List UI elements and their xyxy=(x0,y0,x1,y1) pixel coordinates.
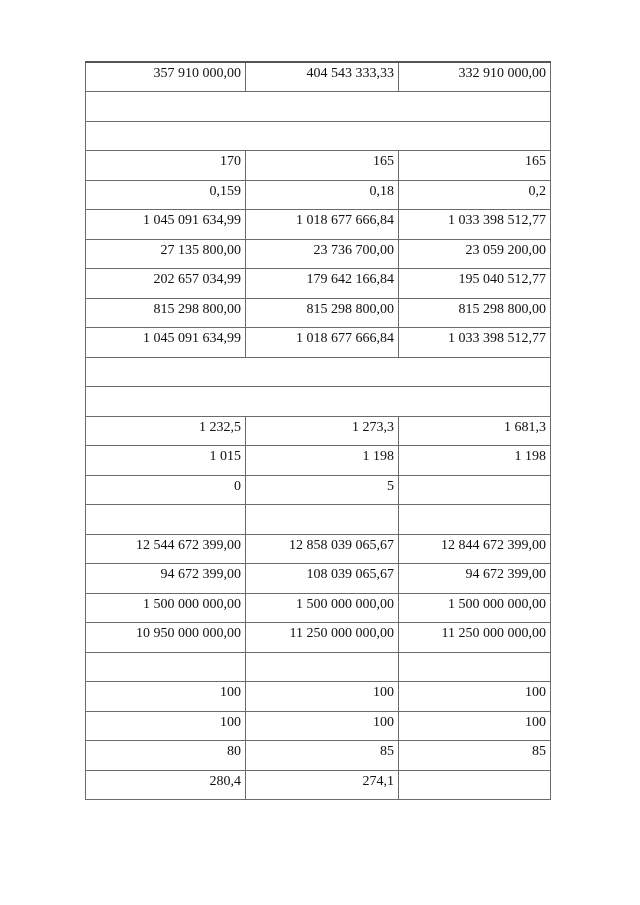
cell-value: 1 045 091 634,99 xyxy=(143,213,241,228)
empty-cell xyxy=(246,652,399,682)
table-row xyxy=(86,770,551,800)
table-row xyxy=(86,151,551,181)
value-cell xyxy=(399,711,551,741)
value-cell xyxy=(399,416,551,446)
value-cell xyxy=(399,564,551,594)
value-cell xyxy=(246,416,399,446)
cell-value: 85 xyxy=(380,744,394,759)
cell-value: 100 xyxy=(373,714,394,730)
cell-value: 94 672 399,00 xyxy=(160,567,241,582)
value-cell xyxy=(399,62,551,92)
value-cell xyxy=(86,298,246,328)
table-row xyxy=(86,711,551,741)
value-cell xyxy=(399,534,551,564)
cell-value: 12 844 672 399,00 xyxy=(441,537,546,553)
cell-value: 27 135 800,00 xyxy=(160,242,241,258)
cell-value: 0,159 xyxy=(209,183,241,199)
cell-value: 179 642 166,84 xyxy=(306,272,394,287)
cell-value: 357 910 000,00 xyxy=(153,66,241,81)
table-row xyxy=(86,623,551,653)
cell-value: 1 018 677 666,84 xyxy=(296,213,394,228)
value-cell xyxy=(399,269,551,299)
cell-value: 170 xyxy=(220,154,241,169)
value-cell xyxy=(86,210,246,240)
empty-cell xyxy=(399,505,551,535)
table-row xyxy=(86,357,551,387)
value-cell xyxy=(246,328,399,358)
value-cell xyxy=(86,682,246,712)
value-cell xyxy=(86,593,246,623)
value-cell xyxy=(246,239,399,269)
cell-value: 5 xyxy=(387,478,394,494)
table-row xyxy=(86,416,551,446)
table-row xyxy=(86,239,551,269)
cell-value: 100 xyxy=(220,685,241,700)
values-table xyxy=(85,61,551,800)
value-cell xyxy=(86,711,246,741)
value-cell xyxy=(86,416,246,446)
cell-value: 195 040 512,77 xyxy=(458,272,546,287)
value-cell xyxy=(399,210,551,240)
value-cell xyxy=(399,593,551,623)
cell-value: 165 xyxy=(373,154,394,169)
cell-value: 1 198 xyxy=(514,449,546,464)
value-cell xyxy=(86,564,246,594)
value-cell xyxy=(246,62,399,92)
value-cell xyxy=(399,446,551,476)
cell-value: 1 273,3 xyxy=(352,419,394,435)
value-cell xyxy=(246,770,399,800)
value-cell xyxy=(86,741,246,771)
value-cell xyxy=(86,62,246,92)
table-row xyxy=(86,180,551,210)
value-cell xyxy=(399,682,551,712)
value-cell xyxy=(399,298,551,328)
cell-value: 815 298 800,00 xyxy=(306,301,394,317)
cell-value: 332 910 000,00 xyxy=(458,66,546,81)
blank-merged-cell xyxy=(86,92,551,122)
value-cell xyxy=(246,564,399,594)
value-cell xyxy=(246,180,399,210)
cell-value: 0,2 xyxy=(528,183,546,199)
value-cell xyxy=(246,151,399,181)
blank-merged-cell xyxy=(86,121,551,151)
cell-value: 94 672 399,00 xyxy=(465,567,546,582)
cell-value: 1 033 398 512,77 xyxy=(448,213,546,228)
table-row xyxy=(86,269,551,299)
cell-value: 1 045 091 634,99 xyxy=(143,331,241,346)
cell-value: 23 059 200,00 xyxy=(465,242,546,258)
cell-value: 1 232,5 xyxy=(199,419,241,435)
table-row xyxy=(86,210,551,240)
cell-value: 23 736 700,00 xyxy=(313,242,394,258)
value-cell xyxy=(399,623,551,653)
table-row xyxy=(86,564,551,594)
cell-value: 815 298 800,00 xyxy=(458,301,546,317)
value-cell xyxy=(86,151,246,181)
value-cell xyxy=(246,298,399,328)
table-row xyxy=(86,298,551,328)
cell-value: 0 xyxy=(234,478,241,494)
value-cell xyxy=(399,180,551,210)
value-cell xyxy=(246,475,399,505)
cell-value: 1 018 677 666,84 xyxy=(296,331,394,346)
value-cell xyxy=(86,475,246,505)
cell-value: 274,1 xyxy=(362,773,394,789)
cell-value: 85 xyxy=(532,744,546,759)
table-row xyxy=(86,387,551,417)
value-cell xyxy=(86,770,246,800)
table-row xyxy=(86,328,551,358)
table-row xyxy=(86,475,551,505)
value-cell xyxy=(399,239,551,269)
value-cell xyxy=(246,446,399,476)
blank-merged-cell xyxy=(86,387,551,417)
cell-value: 1 033 398 512,77 xyxy=(448,331,546,346)
value-cell xyxy=(246,682,399,712)
cell-value: 1 500 000 000,00 xyxy=(448,596,546,612)
value-cell xyxy=(399,475,551,505)
value-cell xyxy=(246,623,399,653)
value-cell xyxy=(399,770,551,800)
table-row xyxy=(86,741,551,771)
value-cell xyxy=(246,269,399,299)
value-cell xyxy=(246,741,399,771)
table-row xyxy=(86,121,551,151)
cell-value: 100 xyxy=(525,714,546,730)
empty-cell xyxy=(86,652,246,682)
cell-value: 1 500 000 000,00 xyxy=(296,596,394,612)
blank-merged-cell xyxy=(86,357,551,387)
cell-value: 815 298 800,00 xyxy=(153,301,241,317)
cell-value: 100 xyxy=(373,685,394,700)
cell-value: 12 858 039 065,67 xyxy=(289,537,394,553)
table-row xyxy=(86,593,551,623)
value-cell xyxy=(246,593,399,623)
value-cell xyxy=(86,534,246,564)
empty-cell xyxy=(399,652,551,682)
value-cell xyxy=(86,239,246,269)
cell-value: 100 xyxy=(525,685,546,700)
table-row xyxy=(86,652,551,682)
cell-value: 165 xyxy=(525,154,546,169)
cell-value: 1 198 xyxy=(362,449,394,464)
empty-cell xyxy=(86,505,246,535)
value-cell xyxy=(86,180,246,210)
data-table-fragment xyxy=(85,61,550,800)
value-cell xyxy=(399,151,551,181)
cell-value: 280,4 xyxy=(209,773,241,789)
cell-value: 1 500 000 000,00 xyxy=(143,596,241,612)
cell-value: 80 xyxy=(227,744,241,759)
cell-value: 100 xyxy=(220,714,241,730)
cell-value: 11 250 000 000,00 xyxy=(441,626,546,641)
cell-value: 0,18 xyxy=(369,183,394,199)
value-cell xyxy=(86,446,246,476)
values-table-body xyxy=(86,62,551,800)
cell-value: 202 657 034,99 xyxy=(153,272,241,287)
value-cell xyxy=(86,328,246,358)
table-row xyxy=(86,62,551,92)
value-cell xyxy=(246,210,399,240)
cell-value: 11 250 000 000,00 xyxy=(289,626,394,641)
table-row xyxy=(86,446,551,476)
cell-value: 404 543 333,33 xyxy=(306,66,394,81)
empty-cell xyxy=(246,505,399,535)
value-cell xyxy=(246,534,399,564)
table-row xyxy=(86,505,551,535)
value-cell xyxy=(86,623,246,653)
cell-value: 1 681,3 xyxy=(504,419,546,435)
table-row xyxy=(86,534,551,564)
cell-value: 108 039 065,67 xyxy=(306,567,394,582)
cell-value: 1 015 xyxy=(209,449,241,464)
cell-value: 12 544 672 399,00 xyxy=(136,537,241,553)
cell-value: 10 950 000 000,00 xyxy=(136,626,241,641)
table-row xyxy=(86,92,551,122)
value-cell xyxy=(399,741,551,771)
table-row xyxy=(86,682,551,712)
value-cell xyxy=(399,328,551,358)
value-cell xyxy=(246,711,399,741)
value-cell xyxy=(86,269,246,299)
